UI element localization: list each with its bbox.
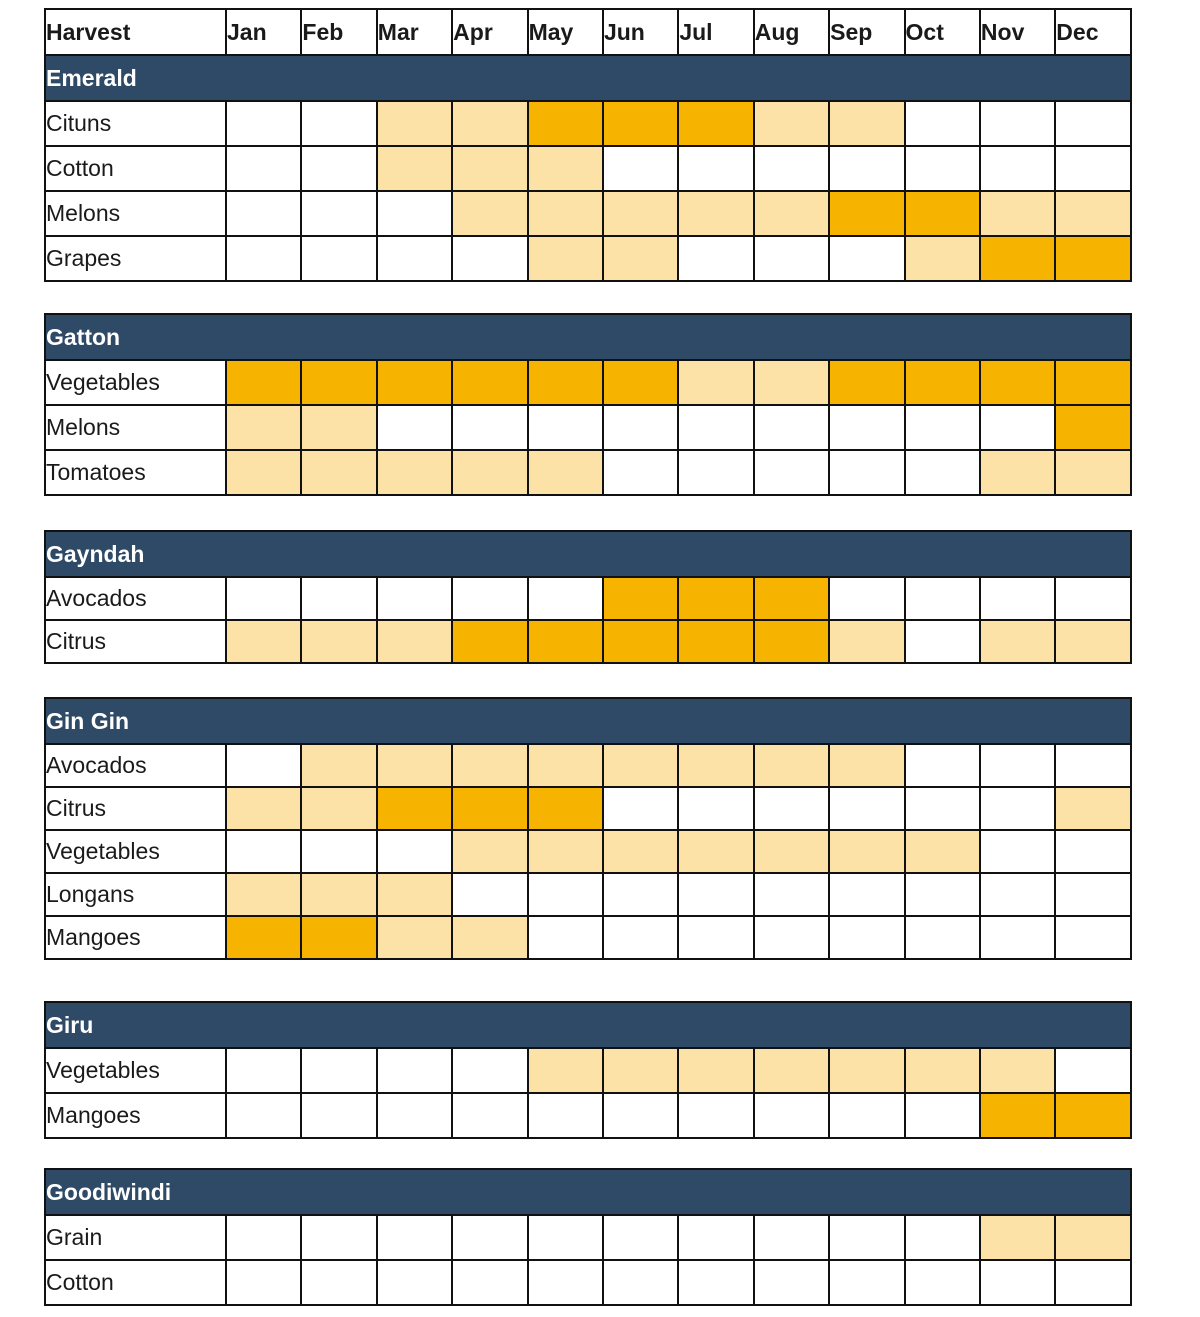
harvest-cell-oct (905, 450, 980, 495)
harvest-cell-may (528, 620, 603, 663)
harvest-cell-mar (377, 744, 452, 787)
harvest-cell-mar (377, 1260, 452, 1305)
harvest-cell-jan (226, 744, 301, 787)
crop-label: Cotton (45, 1260, 226, 1305)
harvest-cell-dec (1055, 577, 1130, 620)
crop-row (45, 191, 1131, 236)
crop-label: Grapes (45, 236, 226, 281)
harvest-cell-sep (829, 830, 904, 873)
harvest-cell-mar (377, 1215, 452, 1260)
harvest-cell-nov (980, 873, 1055, 916)
harvest-cell-jun (603, 405, 678, 450)
harvest-cell-apr (452, 405, 527, 450)
harvest-cell-dec (1055, 620, 1130, 663)
harvest-cell-apr (452, 450, 527, 495)
harvest-cell-aug (754, 577, 829, 620)
harvest-cell-jan (226, 1093, 301, 1138)
harvest-cell-jan (226, 916, 301, 959)
harvest-cell-jul (678, 236, 753, 281)
harvest-cell-sep (829, 787, 904, 830)
harvest-cell-apr (452, 1260, 527, 1305)
region-row (45, 1169, 1131, 1215)
harvest-cell-jun (603, 1048, 678, 1093)
harvest-cell-jun (603, 873, 678, 916)
harvest-cell-feb (301, 916, 376, 959)
harvest-cell-jul (678, 577, 753, 620)
harvest-cell-feb (301, 830, 376, 873)
harvest-cell-sep (829, 1260, 904, 1305)
harvest-cell-dec (1055, 191, 1130, 236)
harvest-cell-may (528, 1093, 603, 1138)
crop-row (45, 916, 1131, 959)
harvest-table-goodiwindi (44, 1168, 1132, 1306)
harvest-cell-oct (905, 873, 980, 916)
crop-label: Cotton (45, 146, 226, 191)
harvest-cell-mar (377, 916, 452, 959)
harvest-cell-dec (1055, 744, 1131, 787)
harvest-cell-jul (678, 873, 753, 916)
harvest-cell-jun (603, 620, 678, 663)
harvest-cell-oct (905, 744, 980, 787)
month-header-aug: Aug (754, 9, 829, 55)
harvest-cell-apr (452, 577, 527, 620)
harvest-cell-sep (829, 1093, 904, 1138)
harvest-cell-may (528, 873, 603, 916)
harvest-cell-jun (603, 360, 678, 405)
harvest-cell-aug (754, 101, 829, 146)
harvest-cell-sep (829, 1215, 904, 1260)
crop-row (45, 236, 1131, 281)
month-header-sep: Sep (829, 9, 904, 55)
harvest-cell-mar (377, 405, 452, 450)
harvest-cell-jan (226, 146, 301, 191)
harvest-cell-oct (905, 1215, 980, 1260)
harvest-cell-feb (301, 1215, 376, 1260)
crop-label: Vegetables (45, 360, 226, 405)
month-header-oct: Oct (905, 9, 980, 55)
harvest-cell-jul (678, 620, 753, 663)
harvest-cell-jan (226, 787, 301, 830)
crop-label: Vegetables (45, 1048, 226, 1093)
harvest-cell-apr (452, 620, 527, 663)
harvest-cell-aug (754, 744, 829, 787)
harvest-cell-oct (905, 1260, 980, 1305)
harvest-cell-feb (301, 101, 376, 146)
harvest-cell-nov (980, 830, 1055, 873)
harvest-cell-mar (377, 450, 452, 495)
harvest-cell-dec (1055, 450, 1131, 495)
harvest-cell-may (528, 360, 603, 405)
harvest-cell-aug (754, 236, 829, 281)
harvest-cell-nov (980, 1093, 1055, 1138)
crop-label: Mangoes (45, 1093, 226, 1138)
month-header-mar: Mar (377, 9, 452, 55)
harvest-cell-sep (829, 101, 904, 146)
region-title: Gin Gin (45, 698, 1131, 744)
harvest-cell-dec (1055, 787, 1131, 830)
harvest-cell-feb (301, 787, 376, 830)
harvest-cell-apr (452, 873, 527, 916)
harvest-cell-feb (301, 191, 376, 236)
harvest-cell-jan (226, 873, 301, 916)
month-header-jul: Jul (678, 9, 753, 55)
harvest-cell-jul (678, 360, 753, 405)
harvest-cell-jun (603, 1215, 678, 1260)
crop-row (45, 450, 1131, 495)
harvest-cell-feb (301, 1093, 376, 1138)
harvest-cell-jul (678, 787, 753, 830)
harvest-cell-jan (226, 360, 301, 405)
harvest-cell-jun (603, 787, 678, 830)
harvest-cell-oct (905, 146, 980, 191)
harvest-cell-dec (1055, 146, 1130, 191)
harvest-cell-dec (1055, 101, 1130, 146)
harvest-cell-oct (905, 577, 980, 620)
harvest-cell-aug (754, 830, 829, 873)
harvest-cell-jul (678, 405, 753, 450)
harvest-cell-dec (1055, 1048, 1131, 1093)
harvest-cell-may (528, 577, 603, 620)
harvest-cell-nov (980, 1215, 1055, 1260)
harvest-cell-nov (980, 744, 1055, 787)
harvest-cell-aug (754, 1260, 829, 1305)
header-title: Harvest (45, 9, 226, 55)
crop-row (45, 146, 1131, 191)
harvest-cell-jun (603, 146, 678, 191)
harvest-cell-mar (377, 620, 452, 663)
harvest-cell-aug (754, 146, 829, 191)
harvest-cell-nov (980, 620, 1055, 663)
harvest-cell-oct (905, 620, 980, 663)
harvest-cell-dec (1055, 873, 1131, 916)
harvest-cell-aug (754, 1093, 829, 1138)
harvest-cell-dec (1055, 236, 1130, 281)
harvest-cell-dec (1055, 830, 1131, 873)
harvest-cell-aug (754, 916, 829, 959)
crop-row (45, 1215, 1131, 1260)
harvest-cell-mar (377, 236, 452, 281)
harvest-cell-jan (226, 236, 301, 281)
harvest-cell-jun (603, 1260, 678, 1305)
harvest-cell-jun (603, 577, 678, 620)
harvest-cell-apr (452, 744, 527, 787)
harvest-cell-jul (678, 830, 753, 873)
harvest-table-gatton (44, 313, 1132, 496)
harvest-cell-jul (678, 101, 753, 146)
region-row (45, 531, 1131, 577)
harvest-cell-feb (301, 236, 376, 281)
harvest-cell-jan (226, 577, 301, 620)
harvest-cell-feb (301, 146, 376, 191)
harvest-cell-may (528, 744, 603, 787)
crop-label: Melons (45, 191, 226, 236)
harvest-cell-aug (754, 360, 829, 405)
harvest-cell-mar (377, 787, 452, 830)
harvest-cell-jan (226, 620, 301, 663)
harvest-cell-aug (754, 450, 829, 495)
crop-row (45, 405, 1131, 450)
harvest-cell-may (528, 787, 603, 830)
harvest-cell-nov (980, 787, 1055, 830)
harvest-cell-oct (905, 360, 980, 405)
harvest-cell-sep (829, 405, 904, 450)
harvest-cell-apr (452, 916, 527, 959)
harvest-cell-feb (301, 360, 376, 405)
harvest-cell-sep (829, 873, 904, 916)
crop-row (45, 830, 1131, 873)
harvest-cell-sep (829, 620, 904, 663)
crop-label: Cituns (45, 101, 226, 146)
harvest-cell-jun (603, 1093, 678, 1138)
harvest-cell-dec (1055, 360, 1131, 405)
harvest-cell-jan (226, 405, 301, 450)
harvest-cell-jun (603, 830, 678, 873)
month-header-jun: Jun (603, 9, 678, 55)
crop-label: Avocados (45, 744, 226, 787)
harvest-cell-apr (452, 236, 527, 281)
crop-label: Avocados (45, 577, 226, 620)
harvest-cell-mar (377, 577, 452, 620)
harvest-cell-aug (754, 873, 829, 916)
harvest-cell-apr (452, 1093, 527, 1138)
harvest-cell-sep (829, 360, 904, 405)
harvest-cell-may (528, 191, 603, 236)
harvest-table-giru (44, 1001, 1132, 1139)
harvest-cell-jun (603, 916, 678, 959)
harvest-cell-sep (829, 146, 904, 191)
region-row (45, 1002, 1131, 1048)
harvest-cell-apr (452, 787, 527, 830)
harvest-table-gayndah (44, 530, 1132, 664)
month-header-may: May (528, 9, 603, 55)
harvest-cell-sep (829, 916, 904, 959)
header-row (45, 9, 1131, 55)
harvest-cell-aug (754, 1215, 829, 1260)
crop-row (45, 873, 1131, 916)
harvest-cell-oct (905, 916, 980, 959)
crop-row (45, 620, 1131, 663)
harvest-cell-mar (377, 191, 452, 236)
harvest-cell-jan (226, 101, 301, 146)
harvest-cell-oct (905, 1093, 980, 1138)
crop-label: Melons (45, 405, 226, 450)
harvest-cell-may (528, 1048, 603, 1093)
harvest-cell-jun (603, 450, 678, 495)
harvest-cell-jun (603, 101, 678, 146)
harvest-cell-jun (603, 744, 678, 787)
harvest-cell-oct (905, 191, 980, 236)
harvest-cell-may (528, 236, 603, 281)
harvest-cell-aug (754, 1048, 829, 1093)
harvest-cell-jun (603, 236, 678, 281)
crop-label: Citrus (45, 620, 226, 663)
crop-row (45, 1260, 1131, 1305)
harvest-cell-mar (377, 830, 452, 873)
crop-row (45, 787, 1131, 830)
harvest-cell-feb (301, 1260, 376, 1305)
region-row (45, 314, 1131, 360)
harvest-cell-feb (301, 873, 376, 916)
harvest-cell-apr (452, 830, 527, 873)
harvest-cell-jan (226, 450, 301, 495)
crop-row (45, 1093, 1131, 1138)
harvest-cell-jul (678, 1093, 753, 1138)
month-header-nov: Nov (980, 9, 1055, 55)
harvest-cell-jun (603, 191, 678, 236)
month-header-jan: Jan (226, 9, 301, 55)
region-title: Giru (45, 1002, 1131, 1048)
crop-row (45, 577, 1131, 620)
harvest-cell-nov (980, 916, 1055, 959)
harvest-cell-sep (829, 1048, 904, 1093)
harvest-cell-apr (452, 1048, 527, 1093)
harvest-cell-aug (754, 787, 829, 830)
harvest-cell-may (528, 830, 603, 873)
harvest-cell-sep (829, 744, 904, 787)
harvest-cell-oct (905, 236, 980, 281)
harvest-cell-mar (377, 146, 452, 191)
harvest-cell-jul (678, 744, 753, 787)
harvest-cell-may (528, 146, 603, 191)
harvest-cell-jan (226, 830, 301, 873)
harvest-cell-jan (226, 191, 301, 236)
harvest-cell-may (528, 101, 603, 146)
harvest-cell-dec (1055, 1093, 1131, 1138)
harvest-cell-apr (452, 191, 527, 236)
harvest-cell-nov (980, 1260, 1055, 1305)
harvest-table-emerald (44, 8, 1132, 282)
harvest-cell-oct (905, 405, 980, 450)
region-title: Gayndah (45, 531, 1131, 577)
harvest-cell-feb (301, 744, 376, 787)
harvest-cell-dec (1055, 1215, 1130, 1260)
crop-label: Mangoes (45, 916, 226, 959)
crop-row (45, 1048, 1131, 1093)
harvest-cell-feb (301, 450, 376, 495)
harvest-table-gin-gin (44, 697, 1132, 960)
crop-label: Longans (45, 873, 226, 916)
region-row (45, 698, 1131, 744)
harvest-cell-dec (1055, 1260, 1130, 1305)
harvest-cell-nov (980, 146, 1055, 191)
harvest-cell-oct (905, 101, 980, 146)
harvest-cell-jul (678, 146, 753, 191)
harvest-cell-aug (754, 191, 829, 236)
harvest-cell-may (528, 450, 603, 495)
harvest-cell-nov (980, 360, 1055, 405)
harvest-cell-mar (377, 101, 452, 146)
harvest-cell-nov (980, 450, 1055, 495)
harvest-cell-nov (980, 191, 1055, 236)
harvest-cell-apr (452, 360, 527, 405)
harvest-cell-sep (829, 450, 904, 495)
harvest-cell-aug (754, 405, 829, 450)
harvest-cell-aug (754, 620, 829, 663)
harvest-cell-sep (829, 236, 904, 281)
harvest-cell-oct (905, 1048, 980, 1093)
harvest-cell-feb (301, 577, 376, 620)
harvest-cell-may (528, 916, 603, 959)
harvest-cell-sep (829, 191, 904, 236)
harvest-cell-mar (377, 1048, 452, 1093)
harvest-cell-jan (226, 1215, 301, 1260)
region-title: Emerald (45, 55, 1131, 101)
harvest-cell-apr (452, 1215, 527, 1260)
region-title: Gatton (45, 314, 1131, 360)
crop-label: Tomatoes (45, 450, 226, 495)
harvest-cell-may (528, 1215, 603, 1260)
harvest-cell-nov (980, 405, 1055, 450)
harvest-cell-may (528, 405, 603, 450)
harvest-cell-oct (905, 787, 980, 830)
harvest-cell-apr (452, 101, 527, 146)
region-row (45, 55, 1131, 101)
harvest-cell-jan (226, 1048, 301, 1093)
harvest-cell-mar (377, 1093, 452, 1138)
harvest-cell-may (528, 1260, 603, 1305)
harvest-cell-jul (678, 1215, 753, 1260)
harvest-cell-jul (678, 916, 753, 959)
harvest-cell-mar (377, 360, 452, 405)
harvest-cell-dec (1055, 916, 1131, 959)
crop-label: Vegetables (45, 830, 226, 873)
harvest-cell-jan (226, 1260, 301, 1305)
harvest-cell-oct (905, 830, 980, 873)
harvest-cell-jul (678, 191, 753, 236)
crop-row (45, 101, 1131, 146)
crop-label: Citrus (45, 787, 226, 830)
month-header-feb: Feb (301, 9, 376, 55)
crop-row (45, 360, 1131, 405)
harvest-cell-feb (301, 620, 376, 663)
harvest-cell-jul (678, 450, 753, 495)
harvest-cell-feb (301, 405, 376, 450)
month-header-apr: Apr (452, 9, 527, 55)
month-header-dec: Dec (1055, 9, 1130, 55)
crop-row (45, 744, 1131, 787)
harvest-cell-mar (377, 873, 452, 916)
harvest-cell-jul (678, 1048, 753, 1093)
harvest-cell-apr (452, 146, 527, 191)
harvest-cell-jul (678, 1260, 753, 1305)
crop-label: Grain (45, 1215, 226, 1260)
harvest-cell-nov (980, 577, 1055, 620)
harvest-cell-feb (301, 1048, 376, 1093)
region-title: Goodiwindi (45, 1169, 1131, 1215)
harvest-cell-nov (980, 236, 1055, 281)
harvest-cell-sep (829, 577, 904, 620)
harvest-cell-nov (980, 101, 1055, 146)
harvest-cell-nov (980, 1048, 1055, 1093)
harvest-cell-dec (1055, 405, 1131, 450)
